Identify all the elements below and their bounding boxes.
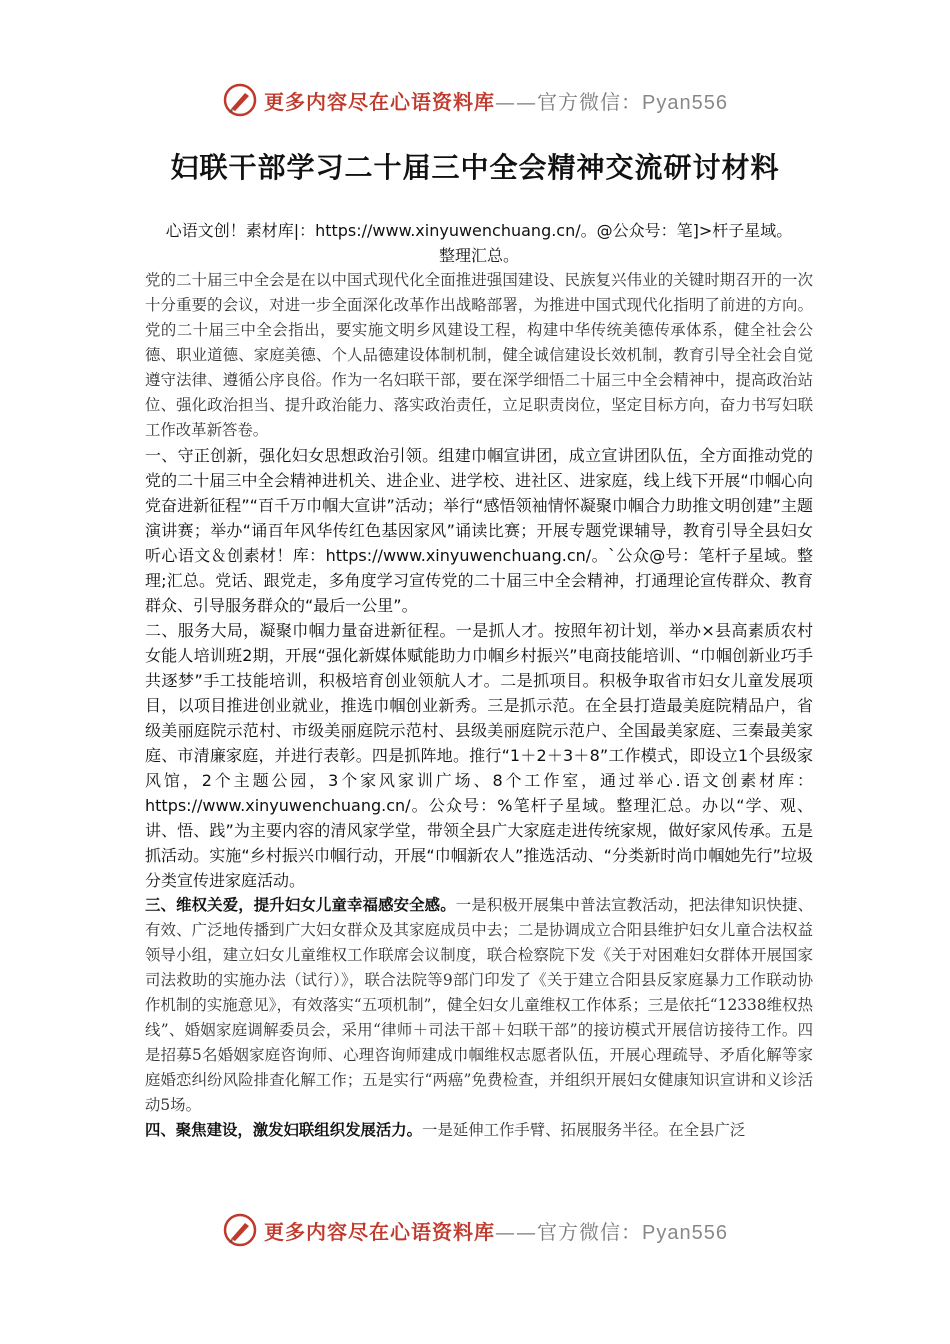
watermark-text [264, 1216, 728, 1245]
section-3-heading: 三、维权关爱，提升妇女儿童幸福感安全感。 [145, 896, 456, 914]
watermark-dash: —— [495, 1219, 538, 1244]
watermark-dash: —— [495, 89, 538, 114]
header-watermark-banner [0, 80, 950, 120]
watermark-wechat-id: Pyan556 [642, 1221, 728, 1244]
pen-logo-icon [222, 82, 258, 118]
section-4-body: 一是延伸工作手臂、拓展服务半径。在全县广泛 [422, 1121, 746, 1139]
watermark-official: 官方微信： [537, 89, 643, 114]
section-3-paragraph [145, 893, 813, 1118]
section-3-body: 一是积极开展集中普法宣教活动，把法律知识快捷、有效、广泛地传播到广大妇女群众及其家庭成员中去；二是协调成立合阳县维护妇女儿童合法权益领导小组，建立妇女儿童维权工作联席会议制度，联合检察院下发《关于对困难妇女群体开展国家司法救助的实施办法（试行）》，联合法院等9部门印发了《关于建立合阳县反家庭暴力工作联动协作机制的实施意见》，有效落实“五项机制”，健全妇女儿童维权工作体系；三是依托“12338维权热线”、婚姻家庭调解委员会，采用“律师＋司法干部＋妇联干部”的接访模式开展信访接待工作。四是招募5名婚姻家庭咨询师、心理咨询师建成巾帼维权志愿者队伍，开展心理疏导、矛盾化解等家庭婚恋纠纷风险排查化解工作；五是实行“两癌”免费检查，并组织开展妇女健康知识宣讲和义诊活动5场。 [145, 896, 813, 1114]
footer-watermark-banner [0, 1210, 950, 1250]
watermark-official: 官方微信： [537, 1219, 643, 1244]
section-4-heading: 四、聚焦建设，激发妇联组织发展活力。 [145, 1121, 423, 1139]
watermark-text [264, 86, 728, 115]
watermark-wechat-id: Pyan556 [642, 91, 728, 114]
source-note [145, 218, 813, 268]
document-body [145, 218, 813, 1143]
document-title: 妇联干部学习二十届三中全会精神交流研讨材料 [170, 151, 780, 184]
watermark-brand: 更多内容尽在心语资料库 [264, 89, 496, 114]
section-1-paragraph: 一、守正创新，强化妇女思想政治引领。组建巾帼宣讲团，成立宣讲团队伍，全方面推动党的党的二十届三中全会精神进机关、进企业、进学校、进社区、进家庭，线上线下开展“巾帼心向党奋进新征程”“百千万巾帼大宣讲”活动；举行“感悟领袖情怀凝聚巾帼合力助推文明创建”主题演讲赛；举办“诵百年风华传红色基因家风”诵读比赛；开展专题党课辅导，教育引导全县妇女听心语文＆创素材！库：https://www.xinyuwenchuang.cn/。`公众@号：笔杆子星域。整理;汇总。党话、跟党走，多角度学习宣传党的二十届三中全会精神，打通理论宣传群众、教育群众、引导服务群众的“最后一公里”。 [145, 446, 813, 615]
section-2-paragraph: 二、服务大局，凝聚巾帼力量奋进新征程。一是抓人才。按照年初计划，举办×县高素质农村女能人培训班2期，开展“强化新媒体赋能助力巾帼乡村振兴”电商技能培训、“巾帼创新业巧手共逐梦”手工技能培训，积极培育创业领航人才。二是抓项目。积极争取省市妇女儿童发展项目，以项目推进创业就业，推选巾帼创业新秀。三是抓示范。在全县打造最美庭院精品户，省级美丽庭院示范村、市级美丽庭院示范村、县级美丽庭院示范户、全国最美家庭、三秦最美家庭、市清廉家庭，并进行表彰。四是抓阵地。推行“1＋2＋3＋8”工作模式，即设立1个县级家风馆，2个主题公园，3个家风家训广场、8个工作室，通过举心.语文创素材库：https://www.xinyuwenchuang.cn/。公众号：%笔杆子星域。整理汇总。办以“学、观、讲、悟、践”为主要内容的清风家学堂，带领全县广大家庭走进传统家规，做好家风传承。五是抓活动。实施“乡村振兴巾帼行动，开展“巾帼新农人”推选活动、“分类新时尚巾帼她先行”垃圾分类宣传进家庭活动。 [145, 621, 813, 890]
pen-logo-icon [222, 1212, 258, 1248]
source-note-line2: 整理汇总。 [438, 246, 519, 265]
section-4-paragraph [145, 1118, 813, 1143]
opening-paragraph: 党的二十届三中全会是在以中国式现代化全面推进强国建设、民族复兴伟业的关键时期召开的一次十分重要的会议，对进一步全面深化改革作出战略部署，为推进中国式现代化指明了前进的方向。党的二十届三中全会指出，要实施文明乡风建设工程，构建中华传统美德传承体系，健全社会公德、职业道德、家庭美德、个人品德建设体制机制，健全诚信建设长效机制，教育引导全社会自觉遵守法律、遵循公序良俗。作为一名妇联干部，要在深学细悟二十届三中全会精神中，提高政治站位、强化政治担当、提升政治能力、落实政治责任，立足职责岗位，坚定目标方向，奋力书写妇联工作改革新答卷。 [145, 271, 813, 439]
source-note-line1: 心语文创！素材库|：https://www.xinyuwenchuang.cn/。@公众号：笔]>杆子星域。 [165, 221, 793, 240]
watermark-brand: 更多内容尽在心语资料库 [264, 1219, 496, 1244]
